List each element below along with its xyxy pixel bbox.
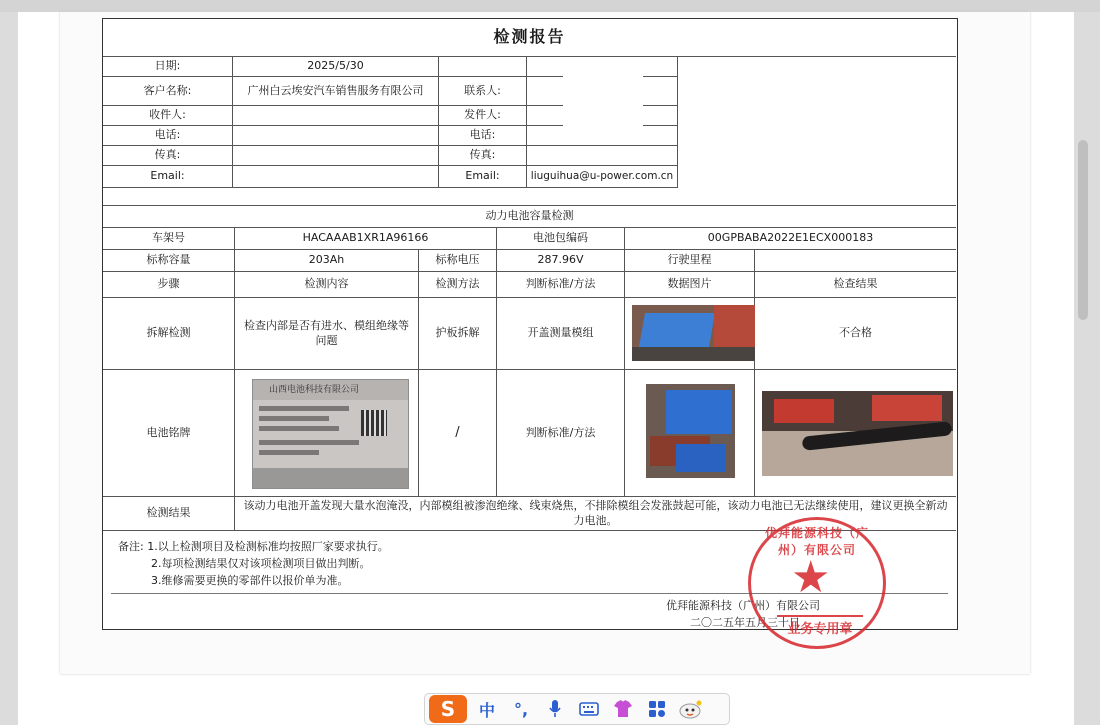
chinese-mode-icon[interactable]: 中 xyxy=(478,700,495,720)
row1-standard: 开盖测量模组 xyxy=(497,298,625,370)
punctuation-icon[interactable]: °, xyxy=(513,699,529,719)
column-header-step: 步骤 xyxy=(103,272,235,298)
qr-code-icon xyxy=(361,410,387,436)
row1-method: 护板拆解 xyxy=(419,298,497,370)
email-label: Email: xyxy=(103,166,233,188)
company-seal-stamp xyxy=(748,517,886,649)
stamp-band-text: 业务专用章 xyxy=(777,615,863,637)
row2-standard: 判断标准/方法 xyxy=(497,370,625,497)
receiver-value xyxy=(233,106,439,126)
viewer-left-gutter xyxy=(0,12,18,725)
blank-cell xyxy=(439,57,527,77)
pack-code-label: 电池包编码 xyxy=(497,228,625,250)
contact-label: 联系人: xyxy=(439,77,527,106)
column-header-content: 检测内容 xyxy=(235,272,419,298)
capacity-value: 203Ah xyxy=(235,250,419,272)
voltage-label: 标称电压 xyxy=(419,250,497,272)
date-value: 2025/5/30 xyxy=(233,57,439,77)
notes-line-1 xyxy=(118,538,389,555)
date-label: 日期: xyxy=(103,57,233,77)
phone-label: 电话: xyxy=(103,126,233,146)
voltage-value: 287.96V xyxy=(497,250,625,272)
signature-company: 优拜能源科技（广州）有限公司 xyxy=(666,599,820,612)
stamp-ring-text: 优拜能源科技（广州）有限公司 xyxy=(764,526,869,557)
vin-value: HACAAAB1XR1A96166 xyxy=(235,228,497,250)
mascot-icon[interactable] xyxy=(677,696,705,722)
mileage-value xyxy=(755,250,956,272)
keyboard-icon[interactable] xyxy=(575,696,603,722)
viewer-scrollbar-thumb[interactable] xyxy=(1078,140,1088,320)
column-header-result: 检查结果 xyxy=(755,272,956,298)
battery-pack-photo-1 xyxy=(632,305,755,361)
note-item: 3.维修需要更换的零部件以报价单为准。 xyxy=(151,574,349,587)
wiring-harness-photo xyxy=(762,391,953,476)
sogou-logo-icon[interactable]: S xyxy=(429,695,467,723)
viewer-scrollbar-track[interactable] xyxy=(1074,12,1100,725)
fax-value xyxy=(233,146,439,166)
receiver-label: 收件人: xyxy=(103,106,233,126)
row2-step: 电池铭牌 xyxy=(103,370,235,497)
battery-pack-photo-2 xyxy=(646,384,735,478)
mileage-label: 行驶里程 xyxy=(625,250,755,272)
row1-content: 检查内部是否有进水、模组绝缘等问题 xyxy=(235,298,419,370)
phone-value xyxy=(233,126,439,146)
skin-icon[interactable] xyxy=(609,696,637,722)
column-header-standard: 判断标准/方法 xyxy=(497,272,625,298)
signature-date: 二〇二五年五月三十日 xyxy=(690,616,800,629)
row1-result: 不合格 xyxy=(755,298,956,370)
section-title: 动力电池容量检测 xyxy=(103,206,956,228)
note-item: 1.以上检测项目及检测标准均按照厂家要求执行。 xyxy=(147,540,389,553)
capacity-label: 标称容量 xyxy=(103,250,235,272)
fax-value-right xyxy=(527,146,678,166)
notes-block xyxy=(118,538,389,589)
stamp-star-icon: ★ xyxy=(791,552,831,603)
phone-label-right: 电话: xyxy=(439,126,527,146)
ime-toolbar[interactable] xyxy=(424,693,730,725)
fax-label-right: 传真: xyxy=(439,146,527,166)
nameplate-company: 山西电池科技有限公司 xyxy=(253,380,408,400)
row1-step: 拆解检测 xyxy=(103,298,235,370)
notes-label: 备注: xyxy=(118,540,144,553)
customer-label: 客户名称: xyxy=(103,77,233,106)
column-header-method: 检测方法 xyxy=(419,272,497,298)
conclusion-label: 检测结果 xyxy=(103,497,235,531)
note-item: 2.每项检测结果仅对该项检测项目做出判断。 xyxy=(151,557,371,570)
conclusion-text: 该动力电池开盖发现大量水泡淹没，内部模组被渗泡绝缘、线束烧焦，不排除模组会发涨鼓起可能，该动力电池已无法继续使用，建议更换全新动力电池。 xyxy=(235,497,956,531)
email-value-right: liuguihua@u-power.com.cn xyxy=(527,166,678,188)
toolbox-icon[interactable] xyxy=(643,696,671,722)
customer-value: 广州白云埃安汽车销售服务有限公司 xyxy=(233,77,439,106)
microphone-icon[interactable] xyxy=(541,696,569,722)
redaction-block xyxy=(563,63,643,131)
column-header-images: 数据图片 xyxy=(625,272,755,298)
vin-label: 车架号 xyxy=(103,228,235,250)
email-label-right: Email: xyxy=(439,166,527,188)
battery-nameplate-photo xyxy=(252,379,409,489)
report-title: 检测报告 xyxy=(103,19,956,57)
row2-method: / xyxy=(419,370,497,497)
email-value xyxy=(233,166,439,188)
pack-code-value: 00GPBABA2022E1ECX000183 xyxy=(625,228,956,250)
viewer-top-bar xyxy=(0,0,1100,12)
sender-label: 发件人: xyxy=(439,106,527,126)
fax-label: 传真: xyxy=(103,146,233,166)
spacer-row xyxy=(103,188,956,206)
